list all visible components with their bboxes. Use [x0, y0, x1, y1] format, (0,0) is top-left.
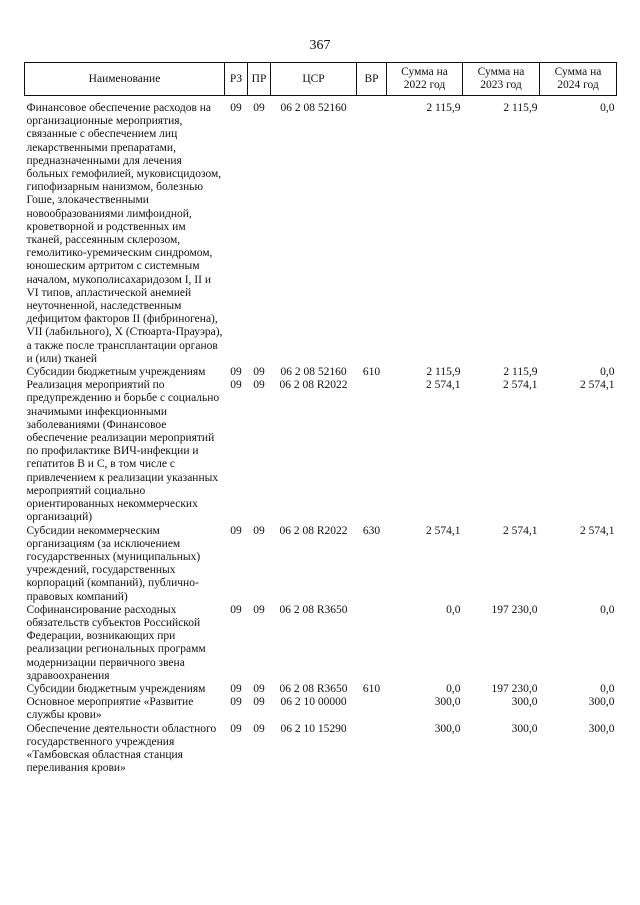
row-pr: 09 [253, 366, 265, 379]
table-row [25, 525, 617, 604]
row-pr: 09 [253, 379, 265, 392]
table-row [25, 604, 617, 683]
header-csr: ЦСР [271, 63, 357, 96]
table-row [25, 696, 617, 722]
row-vr [357, 379, 387, 524]
row-rz: 09 [230, 366, 242, 379]
row-csr: 06 2 10 00000 [280, 696, 347, 709]
row-name: Субсидии бюджетным учреждениям [26, 682, 206, 695]
header-sum-2024-line2: 2024 год [557, 79, 599, 91]
row-sum-2022: 2 115,9 [426, 102, 461, 114]
header-name: Наименование [25, 63, 225, 96]
page-number: 367 [309, 38, 331, 53]
row-csr: 06 2 08 52160 [280, 366, 347, 379]
row-sum-2024: 300,0 [588, 696, 615, 709]
header-sum-2022-line1: Сумма на [401, 66, 448, 78]
row-sum-2022: 0,0 [446, 603, 461, 616]
header-sum-2022-line2: 2022 год [403, 79, 446, 91]
row-sum-2024: 0,0 [600, 102, 615, 114]
table-row [25, 366, 617, 379]
row-sum-2023: 300,0 [511, 696, 538, 709]
row-rz: 09 [230, 722, 242, 735]
budget-table [24, 62, 617, 775]
row-sum-2024: 0,0 [600, 366, 615, 379]
row-pr: 09 [253, 722, 265, 735]
row-vr [357, 604, 387, 683]
row-sum-2022: 0,0 [446, 682, 461, 695]
row-vr [357, 696, 387, 722]
row-sum-2022: 300,0 [434, 696, 461, 709]
row-sum-2022: 2 115,9 [426, 366, 461, 379]
row-sum-2023: 300,0 [511, 722, 538, 735]
row-name: Реализация мероприятий по предупреждению и борьбе с социально значимыми инфекционными заболеваниями (Финансовое обеспечение реализации мероприятий по профилактике ВИЧ-инфекции и гепатитов B и C, в том числе с привлечением к реализации указанных мероприятий социально ориентированных некоммерческих организаций) [26, 379, 220, 524]
table-row [25, 683, 617, 696]
row-name: Финансовое обеспечение расходов на организационные мероприятия, связанные с обеспечением лиц лекарственными препаратами, предназначенными для лечения больных гемофилией, муковисцидозом, гипофизарным нанизмом, болезнью Гоше, злокачественными новообразованиями лимфоидной, кроветворной и родственных им тканей, рассеянным склерозом, гемолитико-уремическим синдромом, юношеским артритом с системным началом, мукополисахаридозом I, II и VI типов, апластической анемией неуточненной, наследственным дефицитом факторов II (фибриногена), VII (лабильного), X (Стюарта-Прауэра), а также после трансплантации органов и (или) тканей [26, 102, 223, 365]
row-sum-2023: 2 574,1 [503, 524, 538, 537]
row-rz: 09 [230, 603, 242, 616]
row-vr: 610 [362, 682, 381, 695]
row-sum-2024: 2 574,1 [580, 524, 615, 537]
row-sum-2024: 2 574,1 [580, 379, 615, 392]
row-name: Субсидии бюджетным учреждениям [26, 366, 206, 379]
row-sum-2022: 2 574,1 [426, 524, 461, 537]
row-sum-2023: 197 230,0 [491, 603, 538, 616]
row-sum-2024: 300,0 [588, 722, 615, 735]
header-sum-2023-line2: 2023 год [480, 79, 522, 91]
header-rz: РЗ [225, 63, 248, 96]
row-sum-2022: 2 574,1 [426, 379, 461, 392]
row-rz: 09 [230, 102, 242, 114]
table-header-row [25, 63, 617, 96]
header-pr: ПР [248, 63, 271, 96]
row-name: Субсидии некоммерческим организациям (за исключением государственных (муниципальных) учреждений, государственных корпораций (компаний), публично-правовых компаний) [26, 524, 201, 603]
row-csr: 06 2 08 R2022 [279, 524, 348, 537]
row-pr: 09 [253, 102, 265, 114]
row-rz: 09 [230, 524, 242, 537]
row-vr: 630 [362, 524, 381, 537]
row-name: Софинансирование расходных обязательств субъектов Российской Федерации, возникающих при реализации региональных программ модернизации первичного звена здравоохранения [26, 603, 206, 682]
row-pr: 09 [253, 524, 265, 537]
row-rz: 09 [230, 696, 242, 709]
header-sum-2024 [540, 63, 617, 96]
row-rz: 09 [230, 379, 242, 392]
row-sum-2022: 300,0 [434, 722, 461, 735]
table-row [25, 102, 617, 366]
row-sum-2023: 2 115,9 [503, 366, 538, 379]
row-vr [357, 723, 387, 776]
row-csr: 06 2 08 R2022 [279, 379, 348, 392]
row-csr: 06 2 08 R3650 [279, 603, 348, 616]
row-name: Основное мероприятие «Развитие службы крови» [26, 696, 194, 722]
row-sum-2023: 2 574,1 [503, 379, 538, 392]
row-sum-2024: 0,0 [600, 682, 615, 695]
table-row [25, 379, 617, 524]
header-sum-2024-line1: Сумма на [554, 66, 602, 78]
row-sum-2024: 0,0 [600, 603, 615, 616]
row-pr: 09 [253, 682, 265, 695]
row-sum-2023: 2 115,9 [503, 102, 538, 114]
row-name: Обеспечение деятельности областного государственного учреждения «Тамбовская областная станция переливания крови» [26, 722, 217, 775]
row-pr: 09 [253, 603, 265, 616]
table-row [25, 723, 617, 776]
row-rz: 09 [230, 682, 242, 695]
row-csr: 06 2 08 R3650 [279, 682, 348, 695]
row-csr: 06 2 08 52160 [280, 102, 347, 114]
header-vr: ВР [357, 63, 387, 96]
header-sum-2023 [463, 63, 540, 96]
row-vr: 610 [362, 366, 381, 379]
row-pr: 09 [253, 696, 265, 709]
header-sum-2022 [387, 63, 463, 96]
header-sum-2023-line1: Сумма на [477, 66, 525, 78]
row-csr: 06 2 10 15290 [280, 722, 347, 735]
row-sum-2023: 197 230,0 [491, 682, 538, 695]
row-vr [357, 102, 387, 366]
